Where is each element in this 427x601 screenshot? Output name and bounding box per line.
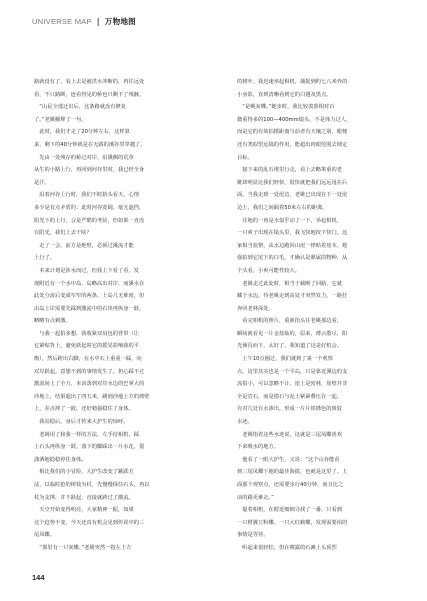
text-line: 注地的一角是水似乎动了一下，举起相机， bbox=[237, 217, 342, 224]
text-line: 现附近有一个水中岛，岛略高出对岸，而溪水在 bbox=[34, 280, 145, 287]
text-line: 看完相机的照片，重新抬头往老姚那边看， bbox=[237, 318, 342, 325]
text-line: 略略有点刺激。 bbox=[34, 318, 71, 325]
text-line: “是蚬灰蝶。”她步时，我比较羡慕相对百 bbox=[237, 104, 335, 111]
text-line: 上午10点刚过，我们就到了第一个观察 bbox=[237, 356, 333, 363]
text-line: 我站稳后，身后才传来大护生的惊呼。 bbox=[34, 419, 129, 426]
text-line: 而是它的有效拍摄距离与前者有天壤之别，眼便 bbox=[237, 129, 348, 136]
text-line: 面。当我走到一处崖边，老姚已出现在下一处崖 bbox=[237, 192, 348, 199]
text-line: 走了一会，前方是绝壁，必须过溪流才能 bbox=[34, 242, 134, 249]
right-text-column bbox=[237, 76, 415, 555]
left-text-column bbox=[34, 76, 212, 555]
text-line: 水迹。 bbox=[237, 419, 253, 426]
text-line: “那里有一只灰蝶。”老姚突然一指左上方 bbox=[34, 544, 132, 551]
text-line: 由岛上岸需要先踩到激流中的石块再纵身一跃， bbox=[34, 305, 145, 312]
text-line: 杖为支撑，并不跃起，直接就跨过了激流。 bbox=[34, 494, 134, 501]
text-line: 了。”老姚解释了一句。 bbox=[34, 116, 87, 123]
header-separator: | bbox=[96, 17, 100, 26]
text-line: 点，这里其实也是一个平岛，只是靠近溪边的支 bbox=[237, 368, 348, 375]
text-line: 天空开始变得明亮，大家精神一振，如果 bbox=[34, 507, 134, 514]
text-line: 是汗。 bbox=[34, 179, 50, 186]
text-line: 沙地上，结果超出了四五米，跳到沙地上方的坡壁 bbox=[34, 393, 150, 400]
text-line: 前的路更难走。” bbox=[237, 494, 274, 501]
text-line: 全是岩石，而是错石与泥土紧紧叠压在一起， bbox=[237, 393, 342, 400]
text-line: 上石头再纵身一跃。落下的脚踩出一片水花，很 bbox=[34, 444, 145, 451]
text-line: 激流间上了全力，本该落到对岸水边的巴掌大的 bbox=[34, 381, 145, 388]
text-line: 此处分流后变成窄窄的两条。上岛几无难度，但 bbox=[34, 293, 145, 300]
text-line: 相比我们的小冒险，大护生改变了跳跃方 bbox=[34, 469, 134, 476]
text-line: 小身影，直到清晰看到它的白翅及黑点。 bbox=[237, 91, 332, 98]
text-line: 阳光下的上行，会是严酷的考验，但如果一直没 bbox=[34, 217, 145, 224]
text-line: 衡），然后跨出右脚，在水中石上重重一踩，向 bbox=[34, 356, 142, 363]
text-line: 本来计划是涉水而过，但我上下看了看，发 bbox=[34, 267, 139, 274]
text-line: 奔回老林深处。 bbox=[237, 305, 274, 312]
text-line: 上，差点摔了一跤，还好勉强稳住了身体。 bbox=[34, 406, 134, 413]
text-line: 藏于水边，待老姚走到高处才突然发力，一路狂 bbox=[237, 293, 348, 300]
text-line: 此时，我们才走了20分钟左右，这样算 bbox=[34, 129, 130, 136]
text-line: 强拍到它尾下的白毛，才确认是鼎属的物种，从 bbox=[237, 255, 348, 262]
text-line: 个头看，小爽可能性较大。 bbox=[237, 267, 300, 274]
page-number: 144 bbox=[32, 573, 45, 582]
text-line: 瞬间就看见一片金盐灿的，原来，薄云散尽，阳 bbox=[237, 330, 348, 337]
text-line: “山民全部迁出后，这条路就没有修复 bbox=[34, 104, 126, 111]
text-line: 对岸跃起。意想不到的事情发生了，担心踩不过 bbox=[34, 368, 145, 375]
text-line: 上行了。 bbox=[34, 255, 55, 262]
text-line: 他看了一眼大护生，又说：“这个山谷能看 bbox=[237, 456, 340, 463]
text-line: 下来吸水的地方。 bbox=[237, 444, 279, 451]
text-line: 姚却明显比我们轻快，很快就把我们远远甩在后 bbox=[237, 179, 348, 186]
text-line: 它紧贴背上，避免跃起时它的摇晃影响我的平 bbox=[34, 343, 139, 350]
text-line: 流很小，可以忽略不计。崖上是密林，崖壁并非 bbox=[237, 381, 348, 388]
text-line: 多少是有点矛盾的：此时河谷宽阔，毫无遮挡， bbox=[34, 204, 145, 211]
text-line: 路就没有了，看上去是被洪水冲断的，再往远处 bbox=[34, 79, 145, 85]
text-line: 光倾泻而下。太好了，我知道了这是好机会。 bbox=[237, 343, 342, 350]
text-line: 提着相机，在附近细细寻找了一番，只看到 bbox=[237, 507, 342, 514]
text-line: 的树叶。我迅速举起相机，捕捉到约七八米外的 bbox=[237, 79, 348, 85]
text-line: 有对几处有水渗出。形成一片片铁锈色的斑驳 bbox=[237, 406, 342, 413]
text-line: 先由一处残存的桥过对岸，沿溪侧的荒草 bbox=[34, 154, 134, 161]
text-line: 这个趋势不变，今天还真有机会见到传说中的三 bbox=[34, 519, 145, 526]
text-line: 潇洒地稳稳停住身体。 bbox=[34, 456, 87, 463]
magazine-section-name: UNIVERSE MAP bbox=[32, 17, 92, 26]
text-line: 老姚走过此处时，相当于截断了回路，它就 bbox=[237, 280, 342, 287]
text-line: 有阳光，我们上去干啥？ bbox=[34, 230, 92, 237]
text-line: 法，以临时抢的树枝为杖，先慢慢探住石头，再以 bbox=[34, 482, 150, 488]
running-header bbox=[32, 16, 136, 27]
text-line: 与我一起拍多想，我收紧双肩包的背带（让 bbox=[34, 330, 139, 337]
text-line: 沿着河谷上行时，我们不时抬头看天，心情 bbox=[34, 192, 139, 199]
text-line: 尾凤蝶。 bbox=[34, 532, 55, 539]
text-line: 目标。 bbox=[237, 154, 253, 161]
text-line: 面那个观察点，还需要步行40分钟，而且比之 bbox=[237, 482, 344, 488]
text-line: 家相当狡猾，从水边跑回山崖一律贴着崖木，勉 bbox=[237, 242, 348, 249]
text-line: 一只爽子出现在镜头里，我飞快地按下快门。这 bbox=[237, 230, 348, 237]
text-line: 事情是等待。 bbox=[237, 532, 269, 539]
text-line: 听起来很轻松，但在裸露的石滩上头顶烈 bbox=[237, 544, 337, 551]
section-title: 万物地图 bbox=[104, 17, 136, 26]
text-line: 老姚指着这些水迹说，这就是三尾凤蝶喜欢 bbox=[237, 431, 342, 438]
text-line: 来，剩下的40分钟就是在无路的溪谷里穿越了。 bbox=[34, 141, 146, 148]
text-line: 边上，我们之间隔着50米左右的距离。 bbox=[237, 204, 328, 211]
text-line: 从生的小路上行，再回到河谷里时，我已经全身 bbox=[34, 167, 145, 174]
text-line: 接下来的乱石堆里行走，看上去略笨重的老 bbox=[237, 167, 342, 174]
text-line: 到三尾凤蝶下地的最佳海拔，也就是这里了。上 bbox=[237, 469, 348, 476]
text-line: 还有类似望远镜的作用，能超出肉眼范围去锁定 bbox=[237, 141, 348, 148]
text-line: 微重得多的100—400mm镜头，不是体力过人， bbox=[237, 116, 352, 123]
text-line: 看，不只路断，连看得见的桥也只剩下了残骸。 bbox=[34, 91, 145, 98]
text-line: 一只橙翼豆粉蝶、一只大红蛱蝶，发现需要拍的 bbox=[237, 519, 348, 526]
text-line: 老姚用了和我一样的方法，左手持相机，踩 bbox=[34, 431, 139, 438]
